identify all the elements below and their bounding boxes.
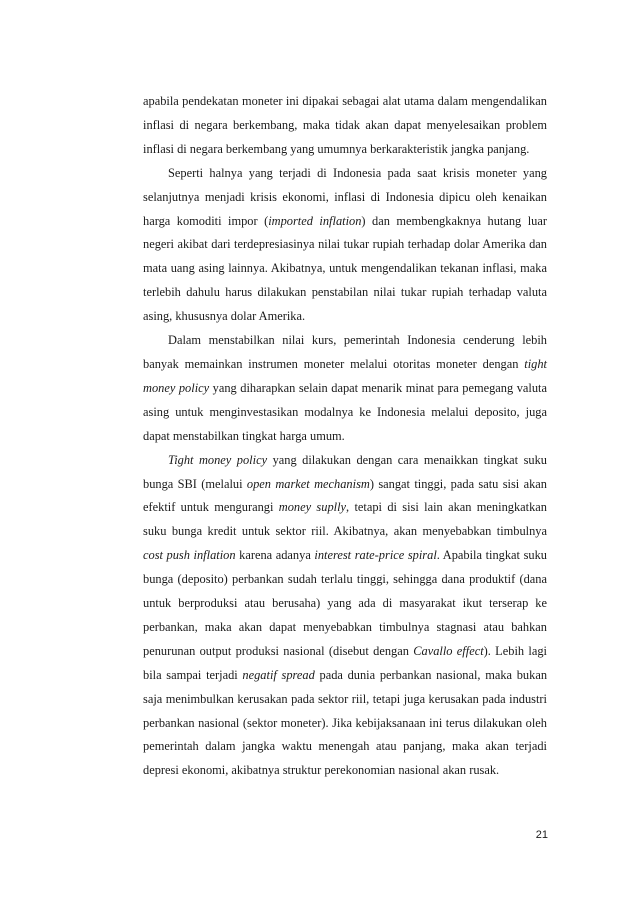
- text-run: ) dan membengkaknya hutang luar negeri akibat dari terdepresiasinya nilai tukar rupiah terhadap dolar Amerika dan mata uang asing lainnya. Akibatnya, untuk mengendalikan tekanan inflasi, maka terlebih dahulu harus dilakukan penstabilan nilai tukar rupiah terhadap valuta asing, khususnya dolar Amerika.: [143, 213, 547, 324]
- text-run: karena adanya: [235, 548, 315, 563]
- italic-term: cost push inflation: [143, 548, 236, 563]
- text-run: apabila pendekatan moneter ini dipakai sebagai alat utama dalam mengendalikan inflasi di negara berkembang, maka tidak akan dapat menyelesaikan problem inflasi di negara berkembang yang umumnya berkarakteristik jangka panjang.: [143, 94, 547, 156]
- paragraph-4: [143, 449, 547, 784]
- paragraph-1: [143, 90, 547, 162]
- text-run: ) sangat tinggi, pada satu sisi akan efektif untuk mengurangi: [143, 476, 547, 515]
- italic-term: tight money policy: [143, 356, 547, 395]
- text-run: yang dilakukan dengan cara menaikkan tingkat suku bunga SBI (melalui: [143, 452, 548, 491]
- italic-term: money suplly: [278, 500, 347, 515]
- paragraph-3: [143, 329, 547, 449]
- paragraph-2: [143, 162, 547, 329]
- text-run: Seperti halnya yang terjadi di Indonesia pada saat krisis moneter yang selanjutnya menjadi krisis ekonomi, inflasi di Indonesia dipicu oleh kenaikan harga komoditi impor (: [143, 165, 547, 228]
- italic-term: Cavallo effect: [413, 643, 484, 658]
- italic-term: Tight money policy: [168, 452, 268, 467]
- text-run: Dalam menstabilkan nilai kurs, pemerintah Indonesia cenderung lebih banyak memainkan instrumen moneter melalui otoritas moneter dengan: [143, 333, 547, 371]
- italic-term: interest rate-price spiral: [314, 548, 437, 563]
- text-run: , tetapi di sisi lain akan meningkatkan suku bunga kredit untuk sektor riil. Akibatnya, akan menyebabkan timbulnya: [143, 500, 547, 539]
- page-number: 21: [535, 829, 548, 841]
- text-run: pada dunia perbankan nasional, maka bukan saja menimbulkan kerusakan pada sektor riil, tetapi juga kerusakan pada industri perbankan nasional (sektor moneter). Jika kebijaksanaan ini terus dilakukan oleh pemerintah dalam jangka waktu menengah atau panjang, maka akan terjadi depresi ekonomi, akibatnya struktur perekonomian nasional akan rusak.: [143, 667, 548, 778]
- italic-term: negatif spread: [242, 667, 315, 682]
- italic-term: imported inflation: [268, 213, 362, 228]
- italic-term: open market mechanism: [246, 476, 370, 491]
- text-run: yang diharapkan selain dapat menarik minat para pemegang valuta asing untuk menginvestasikan modalnya ke Indonesia melalui deposito, juga dapat menstabilkan tingkat harga umum.: [143, 380, 547, 443]
- text-run: . Apabila tingkat suku bunga (deposito) perbankan sudah terlalu tinggi, sehingga dana produktif (dana untuk berproduksi atau berusaha) yang ada di masyarakat ikut terserap ke perbankan, maka akan dapat menyebabkan timbulnya stagnasi atau bahkan penurunan output produksi nasional (disebut dengan: [143, 548, 547, 658]
- page-body: [143, 90, 547, 783]
- text-run: ). Lebih lagi bila sampai terjadi: [143, 643, 547, 682]
